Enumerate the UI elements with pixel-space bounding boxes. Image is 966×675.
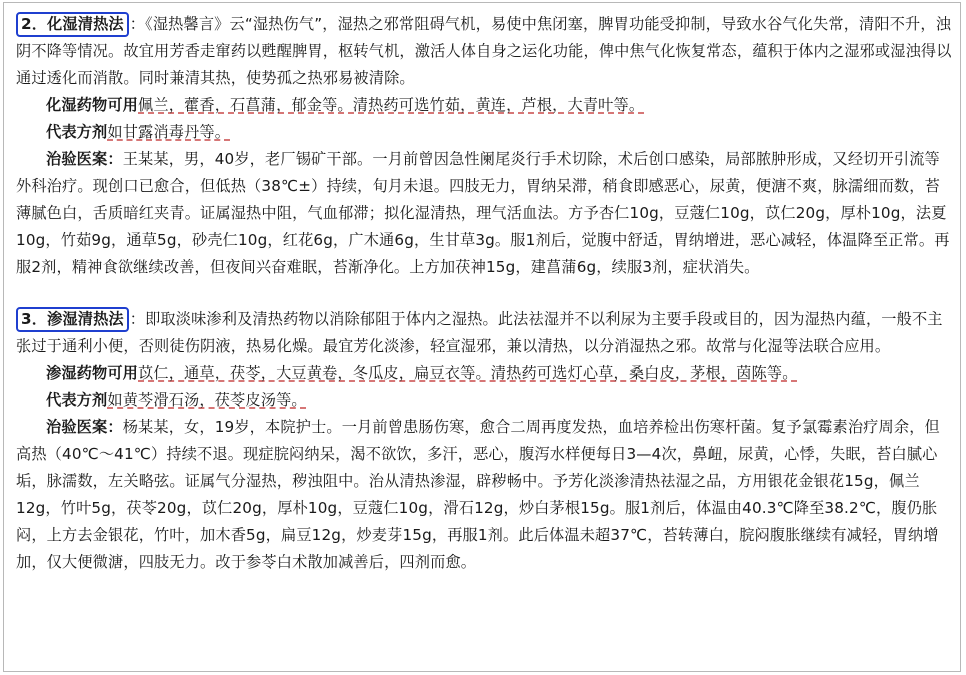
section-2-drugs-label: 化湿药物可用 — [46, 96, 139, 114]
section-2-drugs-text: 佩兰，藿香，石菖蒲，郁金等。清热药可选竹茹，黄连，芦根，大青叶等。 — [138, 96, 645, 114]
section-3-formula-text: 如黄芩滑石汤，茯苓皮汤等。 — [107, 391, 307, 409]
section-divider — [16, 281, 952, 306]
section-2-intro-text: ：《湿热馨言》云“湿热伤气”，湿热之邪常阻碍气机，易使中焦闭塞，脾胃功能受抑制，导致水谷气化失常，清阳不升，浊阴不降等情况。故宜用芳香走窜药以甦醒脾胃，枢转气机，激活人体自身之运化功能，俾中焦气化恢复常态，蕴积于体内之湿邪或湿浊得以通过透化而消散。同时兼清其热，使势孤之热邪易被清除。 — [16, 15, 952, 87]
section-3 — [16, 306, 952, 576]
section-3-case-text: 杨某某，女，19岁，本院护士。一月前曾患肠伤寒，愈合二周再度发热，血培养检出伤寒杆菌。复予氯霉素治疗周余，但高热（40℃～41℃）持续不退。现症脘闷纳呆，渴不欲饮，多汗，恶心，腹泻水样便每日3—4次，鼻衄，尿黄，心悸，失眠，苔白腻心垢，脉濡数，左关略弦。证属气分湿热，秽浊阻中。治从清热渗湿，辟秽畅中。予芳化淡渗清热祛湿之品，方用银花金银花15g，佩兰12g，竹叶5g，茯苓20g，苡仁20g，厚朴10g，豆蔻仁10g，滑石12g，炒白茅根15g。服1剂后，体温由40.3℃降至38.2℃，腹仍胀闷，上方去金银花，竹叶，加木香5g，扁豆12g，炒麦芽15g，再服1剂。此后体温未超37℃，苔转薄白，脘闷腹胀继续有减轻，胃纳增加，仅大便微溏，四肢无力。改于参苓白术散加减善后，四剂而愈。 — [16, 418, 940, 571]
section-3-drugs-text: 苡仁，通草，茯苓，大豆黄卷，冬瓜皮，扁豆衣等。清热药可选灯心草，桑白皮，茅根，茵陈等。 — [138, 364, 798, 382]
section-2-heading: 2．化湿清热法 — [16, 12, 129, 37]
section-3-case — [16, 414, 952, 576]
section-3-case-label: 治验医案： — [46, 418, 123, 436]
article-content — [16, 11, 952, 576]
section-2-case — [16, 146, 952, 281]
section-2-formula-label: 代表方剂 — [46, 123, 108, 141]
section-3-intro — [16, 306, 952, 360]
section-3-intro-text: ：即取淡味渗利及清热药物以消除郁阻于体内之湿热。此法祛湿并不以利尿为主要手段或目的，因为湿热内蕴，一般不主张过于通利小便，否则徒伤阴液，热易化燥。最宜芳化淡渗，轻宣湿邪，兼以清热，以分消湿热之邪。故常与化湿等法联合应用。 — [16, 310, 943, 355]
section-2 — [16, 11, 952, 281]
article-frame — [3, 2, 961, 672]
section-3-drugs — [16, 360, 952, 387]
section-2-case-label: 治验医案： — [46, 150, 123, 168]
section-3-formula-label: 代表方剂 — [46, 391, 108, 409]
section-2-intro — [16, 11, 952, 92]
section-3-drugs-label: 渗湿药物可用 — [46, 364, 139, 382]
section-2-formula-text: 如甘露消毒丹等。 — [107, 123, 231, 141]
section-2-case-text: 王某某，男，40岁，老厂锡矿干部。一月前曾因急性阑尾炎行手术切除，术后创口感染，局部脓肿形成，又经切开引流等外科治疗。现创口已愈合，但低热（38℃±）持续，旬月未退。四肢无力，胃纳呆滞，稍食即感恶心，尿黄，便溏不爽，脉濡细而数，苔薄腻色白，舌质暗红夹青。证属湿热中阻，气血郁滞；拟化湿清热，理气活血法。方予杏仁10g，豆蔻仁10g，苡仁20g，厚朴10g，法夏10g，竹茹9g，通草5g，砂壳仁10g，红花6g，广木通6g，生甘草3g。服1剂后，觉腹中舒适，胃纳增进，恶心减轻，体温降至正常。再服2剂，精神食欲继续改善，但夜间兴奋难眠，苔渐净化。上方加茯神15g，建菖蒲6g，续服3剂，症状消失。 — [16, 150, 950, 276]
section-2-drugs — [16, 92, 952, 119]
section-3-heading: 3．渗湿清热法 — [16, 307, 129, 332]
section-2-formula — [16, 119, 952, 146]
section-3-formula — [16, 387, 952, 414]
